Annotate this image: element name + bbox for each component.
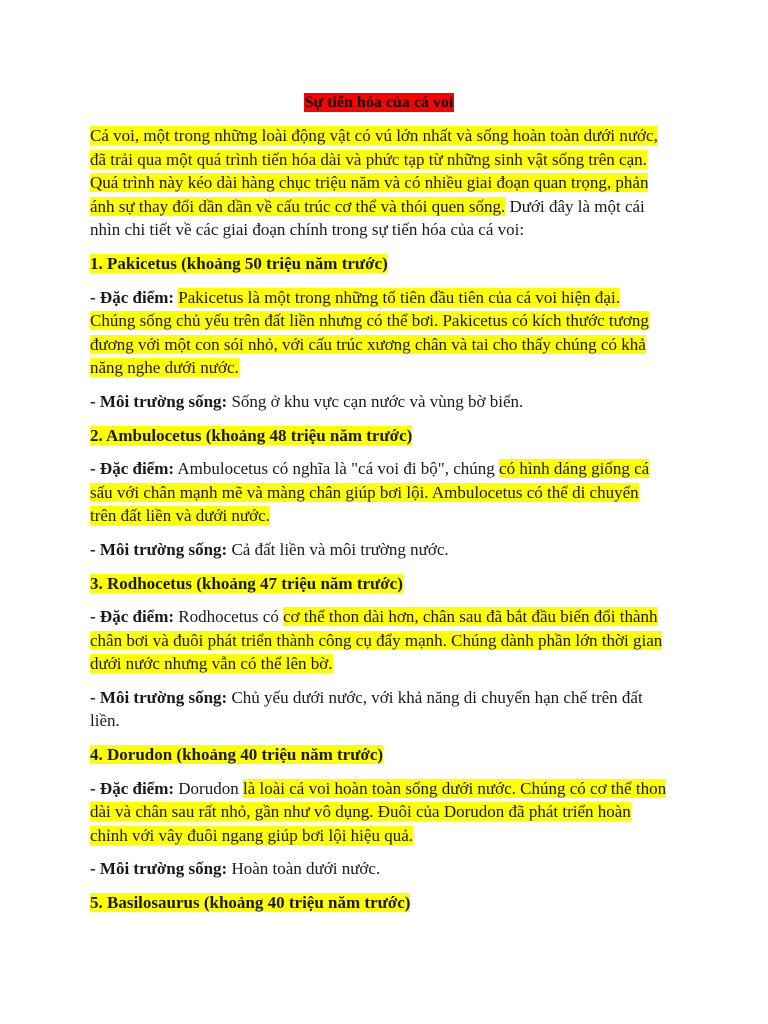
features-highlighted-text: có hình dáng giống cá sấu với chân mạnh mẽ và màng chân giúp bơi lội. Ambulocetus có thể di chuyển trên đất liền và dưới nước. (90, 459, 650, 526)
features-label: - Đặc điểm: (90, 459, 175, 479)
stage-habitat (90, 390, 668, 414)
habitat-text: Chủ yếu dưới nước, với khả năng di chuyển hạn chế trên đất liền. (90, 687, 643, 731)
habitat-label: - Môi trường sống: (90, 687, 228, 707)
features-plain-text: Dorudon (174, 778, 243, 798)
features-label: - Đặc điểm: (90, 287, 175, 307)
document-title: Sự tiến hóa của cá voi (304, 94, 454, 111)
intro-plain-text: Dưới đây là một cái nhìn chi tiết về các giai đoạn chính trong sự tiến hóa của cá voi: (90, 196, 645, 240)
features-label: - Đặc điểm: (90, 607, 175, 627)
stage-features (90, 457, 668, 528)
stage-heading (90, 424, 668, 448)
habitat-text: Cả đất liền và môi trường nước. (227, 539, 449, 559)
intro-highlighted-text: Cá voi, một trong những loài động vật có vú lớn nhất và sống hoàn toàn dưới nước, đã trải qua một quá trình tiến hóa dài và phức tạp từ những sinh vật sống trên cạn. Quá trình này kéo dài hàng chục triệu năm và có nhiều giai đoạn quan trọng, phản ánh sự thay đổi dần dần về cấu trúc cơ thể và thói quen sống. (90, 126, 658, 216)
features-highlighted-text: Pakicetus là một trong những tổ tiên đầu tiên của cá voi hiện đại. Chúng sống chủ yếu trên đất liền nhưng có thể bơi. Pakicetus có kích thước tương đương với một con sói nhỏ, với cấu trúc xương chân và tai cho thấy chúng có khả năng nghe dưới nước. (90, 287, 649, 378)
habitat-label: - Môi trường sống: (90, 539, 228, 559)
stage-habitat (90, 857, 668, 881)
stage-habitat (90, 686, 668, 733)
intro-paragraph (90, 124, 668, 242)
features-label: - Đặc điểm: (90, 778, 175, 798)
stage-heading (90, 743, 668, 767)
habitat-text: Hoàn toàn dưới nước. (227, 859, 381, 879)
features-highlighted-text: cơ thể thon dài hơn, chân sau đã bắt đầu biến đổi thành chân bơi và đuôi phát triển thành công cụ đẩy mạnh. Chúng dành phần lớn thời gian dưới nước nhưng vẫn có thể lên bờ. (90, 607, 663, 674)
stage-heading (90, 572, 668, 596)
stage-heading (90, 252, 668, 276)
stage-heading (90, 891, 668, 915)
habitat-text: Sống ở khu vực cạn nước và vùng bờ biển. (227, 391, 524, 411)
habitat-label: - Môi trường sống: (90, 391, 228, 411)
stage-heading-text: 2. Ambulocetus (khoảng 48 triệu năm trước) (90, 425, 413, 445)
title-container (90, 92, 668, 114)
stage-heading-text: 4. Dorudon (khoảng 40 triệu năm trước) (90, 745, 384, 765)
stage-features (90, 286, 668, 380)
habitat-label: - Môi trường sống: (90, 859, 228, 879)
stage-heading-text: 5. Basilosaurus (khoảng 40 triệu năm trước) (90, 893, 411, 913)
stage-features (90, 605, 668, 676)
features-plain-text: Rodhocetus có (174, 607, 284, 627)
stage-habitat (90, 538, 668, 562)
stage-heading-text: 1. Pakicetus (khoảng 50 triệu năm trước) (90, 253, 388, 273)
features-highlighted-text: là loài cá voi hoàn toàn sống dưới nước. Chúng có cơ thể thon dài và chân sau rất nhỏ, gần như vô dụng. Đuôi của Dorudon đã phát triển hoàn chỉnh với vây đuôi ngang giúp bơi lội hiệu quả. (90, 778, 667, 845)
stage-heading-text: 3. Rodhocetus (khoảng 47 triệu năm trước) (90, 573, 403, 593)
stage-features (90, 777, 668, 848)
features-plain-text: Ambulocetus có nghĩa là "cá voi đi bộ", chúng (174, 459, 500, 479)
